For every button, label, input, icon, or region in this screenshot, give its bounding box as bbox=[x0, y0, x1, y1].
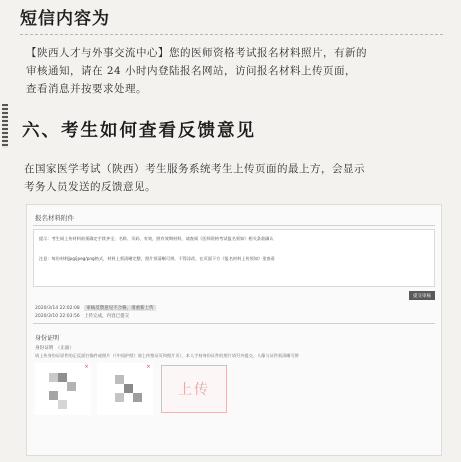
feedback-log-entry bbox=[35, 313, 129, 319]
sms-line: 【陕西人才与外事交流中心】您的医师资格考试报名材料照片，有新的 bbox=[26, 47, 367, 59]
intro-line: 在国家医学考试（陕西）考生服务系统考生上传页面的最上方，会显示 bbox=[24, 163, 365, 175]
log-time: 2020/3/10 22:03:56 bbox=[35, 314, 80, 319]
upload-button[interactable] bbox=[161, 365, 227, 413]
notice-text: 提示：考生网上传材料前须确定手续齐全、名称、页码、有效，照有效期材料，请查阅《医师资格考试报名须知》相关条款确认 bbox=[39, 236, 274, 241]
materials-notice-box bbox=[33, 229, 435, 287]
divider bbox=[33, 323, 435, 324]
submit-review-button[interactable]: 提交审核 bbox=[409, 291, 435, 300]
materials-title: 报名材料附件 bbox=[35, 214, 74, 222]
sms-content bbox=[26, 44, 442, 98]
id-thumbnail[interactable] bbox=[97, 363, 153, 415]
log-time: 2020/3/14 22:02:08 bbox=[35, 306, 80, 311]
divider bbox=[20, 34, 443, 35]
intro-line: 考务人员发送的反馈意见。 bbox=[24, 181, 156, 193]
sms-line: 查看消息并按要求处理。 bbox=[26, 83, 147, 95]
binding-mark bbox=[2, 104, 8, 148]
embedded-screenshot bbox=[26, 204, 442, 456]
id-thumbnail[interactable] bbox=[35, 363, 91, 415]
close-icon[interactable]: × bbox=[146, 364, 151, 370]
intro-paragraph bbox=[24, 160, 444, 196]
sms-line: 审核通知，请在 24 小时内登陆报名网站，访问报名材料上传页面， bbox=[26, 65, 357, 77]
log-text: 上传完成，内容已提交 bbox=[84, 314, 130, 319]
section-heading: 六、考生如何查看反馈意见 bbox=[22, 121, 256, 141]
upload-label: 上传 bbox=[178, 382, 210, 398]
close-icon[interactable]: × bbox=[84, 364, 89, 370]
id-proof-subtitle: 身份证明 （正面） bbox=[35, 346, 75, 351]
id-proof-hint: 请上传身份证原件的正反面扫描件或照片（《中国护照》请上传签证页和照片页），本人手持身份证件的照片请另外提交，人像与证件须清晰可辨 bbox=[35, 353, 299, 358]
id-proof-title: 身份证明 bbox=[35, 335, 60, 342]
divider bbox=[33, 225, 435, 226]
feedback-log-entry bbox=[35, 305, 156, 311]
notice-text: 注意：每份材料Jpg/jpeg/png格式，材料上须清晰完整，照片须清晰可辨，不得涂改，在页面下方《报名材料上传须知》里查看 bbox=[39, 256, 275, 261]
log-text: 审核反馈意见不合格，请重新上传 bbox=[86, 306, 154, 311]
sms-heading: 短信内容为 bbox=[20, 9, 110, 29]
